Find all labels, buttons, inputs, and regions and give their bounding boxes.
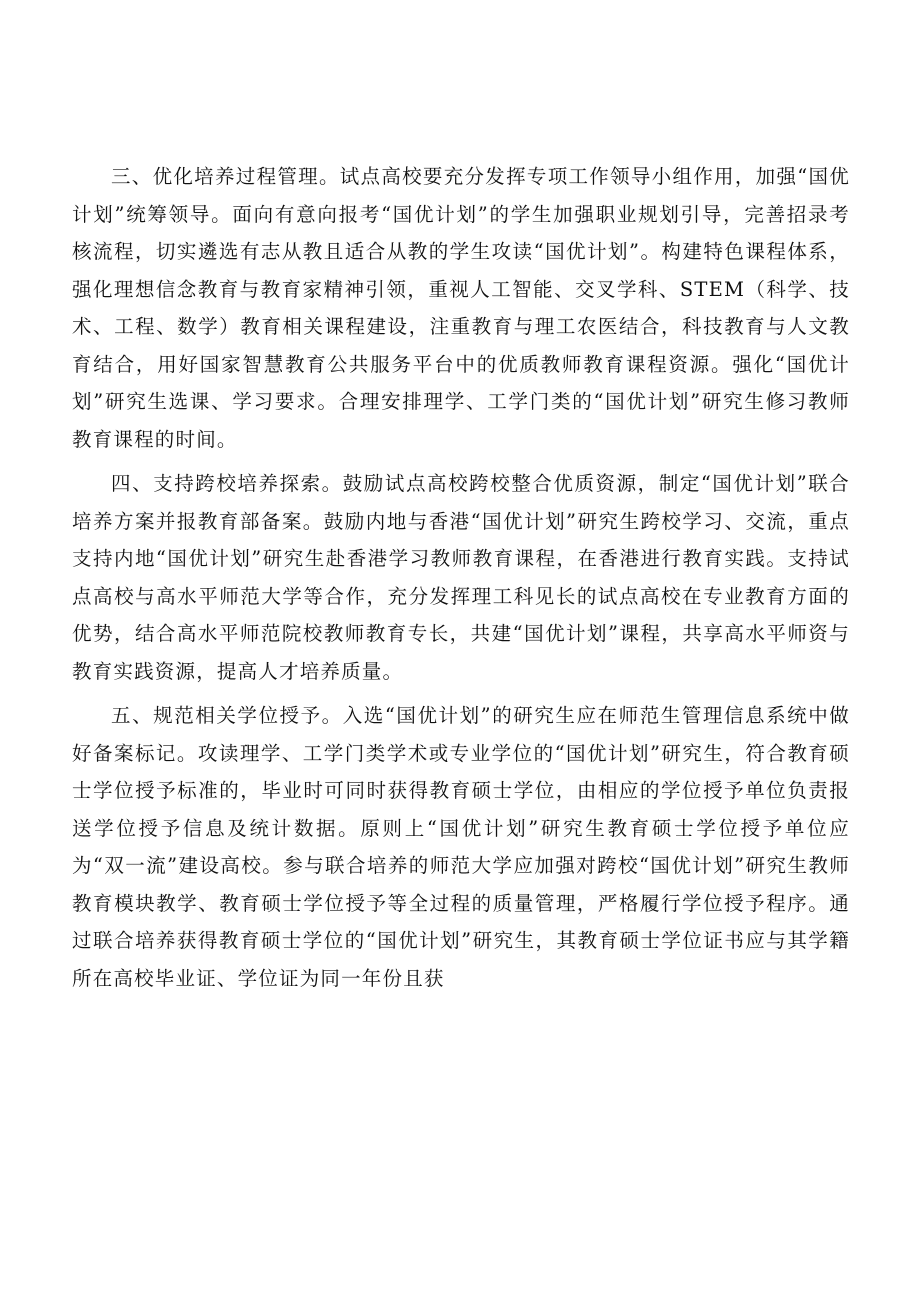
paragraph-section-3: 三、优化培养过程管理。试点高校要充分发挥专项工作领导小组作用，加强“国优计划”统筹领导。面向有意向报考“国优计划”的学生加强职业规划引导，完善招录考核流程，切实遴选有志从教且适合从教的学生攻读“国优计划”。构建特色课程体系，强化理想信念教育与教育家精神引领，重视人工智能、交叉学科、STEM（科学、技术、工程、数学）教育相关课程建设，注重教育与理工农医结合，科技教育与人文教育结合，用好国家智慧教育公共服务平台中的优质教师教育课程资源。强化“国优计划”研究生选课、学习要求。合理安排理学、工学门类的“国优计划”研究生修习教师教育课程的时间。 <box>72 165 850 451</box>
paragraph-section-4: 四、支持跨校培养探索。鼓励试点高校跨校整合优质资源，制定“国优计划”联合培养方案并报教育部备案。鼓励内地与香港“国优计划”研究生跨校学习、交流，重点支持内地“国优计划”研究生赴香港学习教师教育课程，在香港进行教育实践。支持试点高校与高水平师范大学等合作，充分发挥理工科见长的试点高校在专业教育方面的优势，结合高水平师范院校教师教育专长，共建“国优计划”课程，共享高水平师资与教育实践资源，提高人才培养质量。 <box>72 472 850 683</box>
paragraph-section-5: 五、规范相关学位授予。入选“国优计划”的研究生应在师范生管理信息系统中做好备案标记。攻读理学、工学门类学术或专业学位的“国优计划”研究生，符合教育硕士学位授予标准的，毕业时可同时获得教育硕士学位，由相应的学位授予单位负责报送学位授予信息及统计数据。原则上“国优计划”研究生教育硕士学位授予单位应为“双一流”建设高校。参与联合培养的师范大学应加强对跨校“国优计划”研究生教师教育模块教学、教育硕士学位授予等全过程的质量管理，严格履行学位授予程序。通过联合培养获得教育硕士学位的“国优计划”研究生，其教育硕士学位证书应与其学籍所在高校毕业证、学位证为同一年份且获 <box>72 704 850 990</box>
document-body <box>72 158 850 1004</box>
